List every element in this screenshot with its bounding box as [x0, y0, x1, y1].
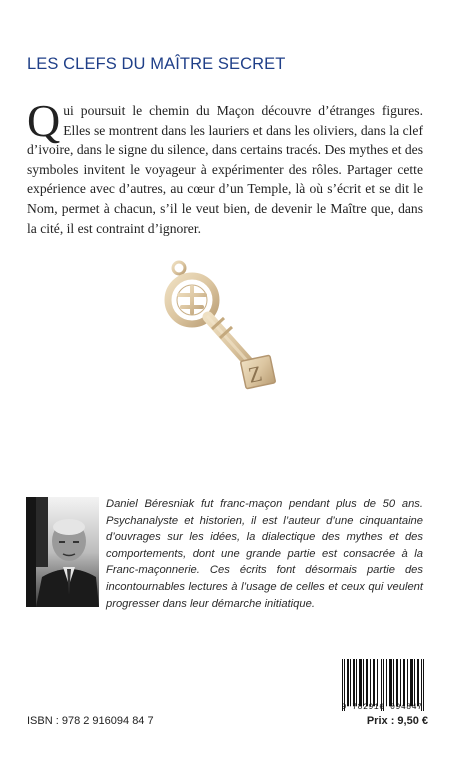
- price-label: Prix : 9,50 €: [366, 715, 428, 727]
- intro-text: ui poursuit le chemin du Maçon découvre d’étranges figures. Elles se montrent dans les lauriers et dans les oliviers, dans la clef d’ivoire, dans le signe du silence, dans certains tracés. Des mythes et des symboles invitent le voyageur à expérimenter des rôles. Partager cette expérience avec d’autres, au cœur d’un Temple, là où s’écrit et se dit le Nom, permet à chacun, s’il le veut bien, de devenir le Maître que, dans la cité, il est contraint d’ignorer.: [27, 103, 423, 236]
- intro-paragraph: [27, 95, 423, 238]
- book-title: LES CLEFS DU MAÎTRE SECRET: [27, 55, 286, 73]
- barcode-digits: 9 782916 094847: [341, 703, 423, 712]
- key-icon: [150, 255, 300, 405]
- author-photo: [26, 497, 99, 607]
- drop-cap: Q: [27, 95, 61, 146]
- isbn-label: ISBN : 978 2 916094 84 7: [27, 715, 154, 727]
- author-bio: Daniel Béresniak fut franc-maçon pendant plus de 50 ans. Psychanalyste et historien, il est l’auteur d’une cinquantaine d’ouvrages sur les idées, la dialectique des mythes et des comportements, dont une grande partie est consacrée à la Franc-maçonnerie. Ces écrits font désormais partie des incontournables lectures à l’usage de celles et ceux qui veulent progresser dans leur démarche initiatique.: [106, 498, 423, 610]
- key-bit-letter: Z: [245, 360, 265, 388]
